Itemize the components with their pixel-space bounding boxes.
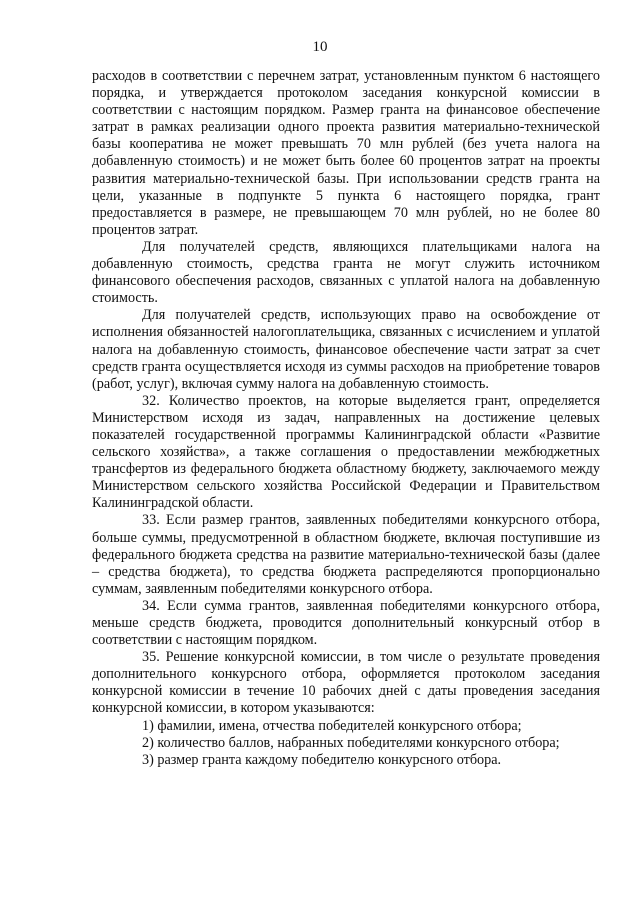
paragraph-clause-33: 33. Если размер грантов, заявленных победителями конкурсного отбора, больше суммы, предусмотренной в областном бюджете, включая поступившие из федерального бюджета средства на развитие материально-технической базы (далее – средства бюджета), то средства бюджета распределяются пропорционально суммам, заявленным победителями конкурсного отбора. xyxy=(92,512,600,597)
list-item: 2) количество баллов, набранных победителями конкурсного отбора; xyxy=(142,734,560,751)
page-number: 10 xyxy=(312,39,328,55)
list-item: 3) размер гранта каждому победителю конкурсного отбора. xyxy=(142,751,502,768)
paragraph-vat-payers: Для получателей средств, являющихся плательщиками налога на добавленную стоимость, средства гранта не могут служить источником финансового обеспечения расходов, связанных с уплатой налога на добавленную стоимость. xyxy=(92,238,600,307)
paragraph-vat-exempt: Для получателей средств, использующих право на освобождение от исполнения обязанностей налогоплательщика, связанных с исчислением и уплатой налога на добавленную стоимость, финансовое обеспечение части затрат за счет средств гранта осуществляется исходя из суммы расходов на приобретение товаров (работ, услуг), включая сумму налога на добавленную стоимость. xyxy=(92,307,600,392)
document-body xyxy=(92,68,600,769)
paragraph-clause-35: 35. Решение конкурсной комиссии, в том числе о результате проведения дополнительного конкурсного отбора, оформляется протоколом заседания конкурсной комиссии в течение 10 рабочих дней с даты проведения заседания конкурсной комиссии, в котором указываются: xyxy=(92,649,600,717)
list-item: 1) фамилии, имена, отчества победителей конкурсного отбора; xyxy=(142,717,522,734)
paragraph-clause-34: 34. Если сумма грантов, заявленная победителями конкурсного отбора, меньше средств бюджета, проводится дополнительный конкурсный отбор в соответствии с настоящим порядком. xyxy=(92,597,600,649)
paragraph-continuation: расходов в соответствии с перечнем затрат, установленным пунктом 6 настоящего порядка, и утверждается протоколом заседания конкурсной комиссии в соответствии с настоящим порядком. Размер гранта на финансовое обеспечение затрат в рамках реализации одного проекта развития материально-технической базы кооператива не может превышать 70 млн рублей (без учета налога на добавленную стоимость) и не может быть более 60 процентов затрат на проекты развития материально-технической базы. При использовании средств гранта на цели, указанные в подпункте 5 пункта 6 настоящего порядка, грант предоставляется в размере, не превышающем 70 млн рублей, но не более 80 процентов затрат. xyxy=(92,68,600,238)
paragraph-clause-32: 32. Количество проектов, на которые выделяется грант, определяется Министерством исходя из задач, направленных на достижение целевых показателей государственной программы Калининградской области «Развитие сельского хозяйства», а также соглашения о предоставлении межбюджетных трансфертов из федерального бюджета областному бюджету, заключаемого между Министерством сельского хозяйства Российской Федерации и Правительством Калининградской области. xyxy=(92,392,600,512)
